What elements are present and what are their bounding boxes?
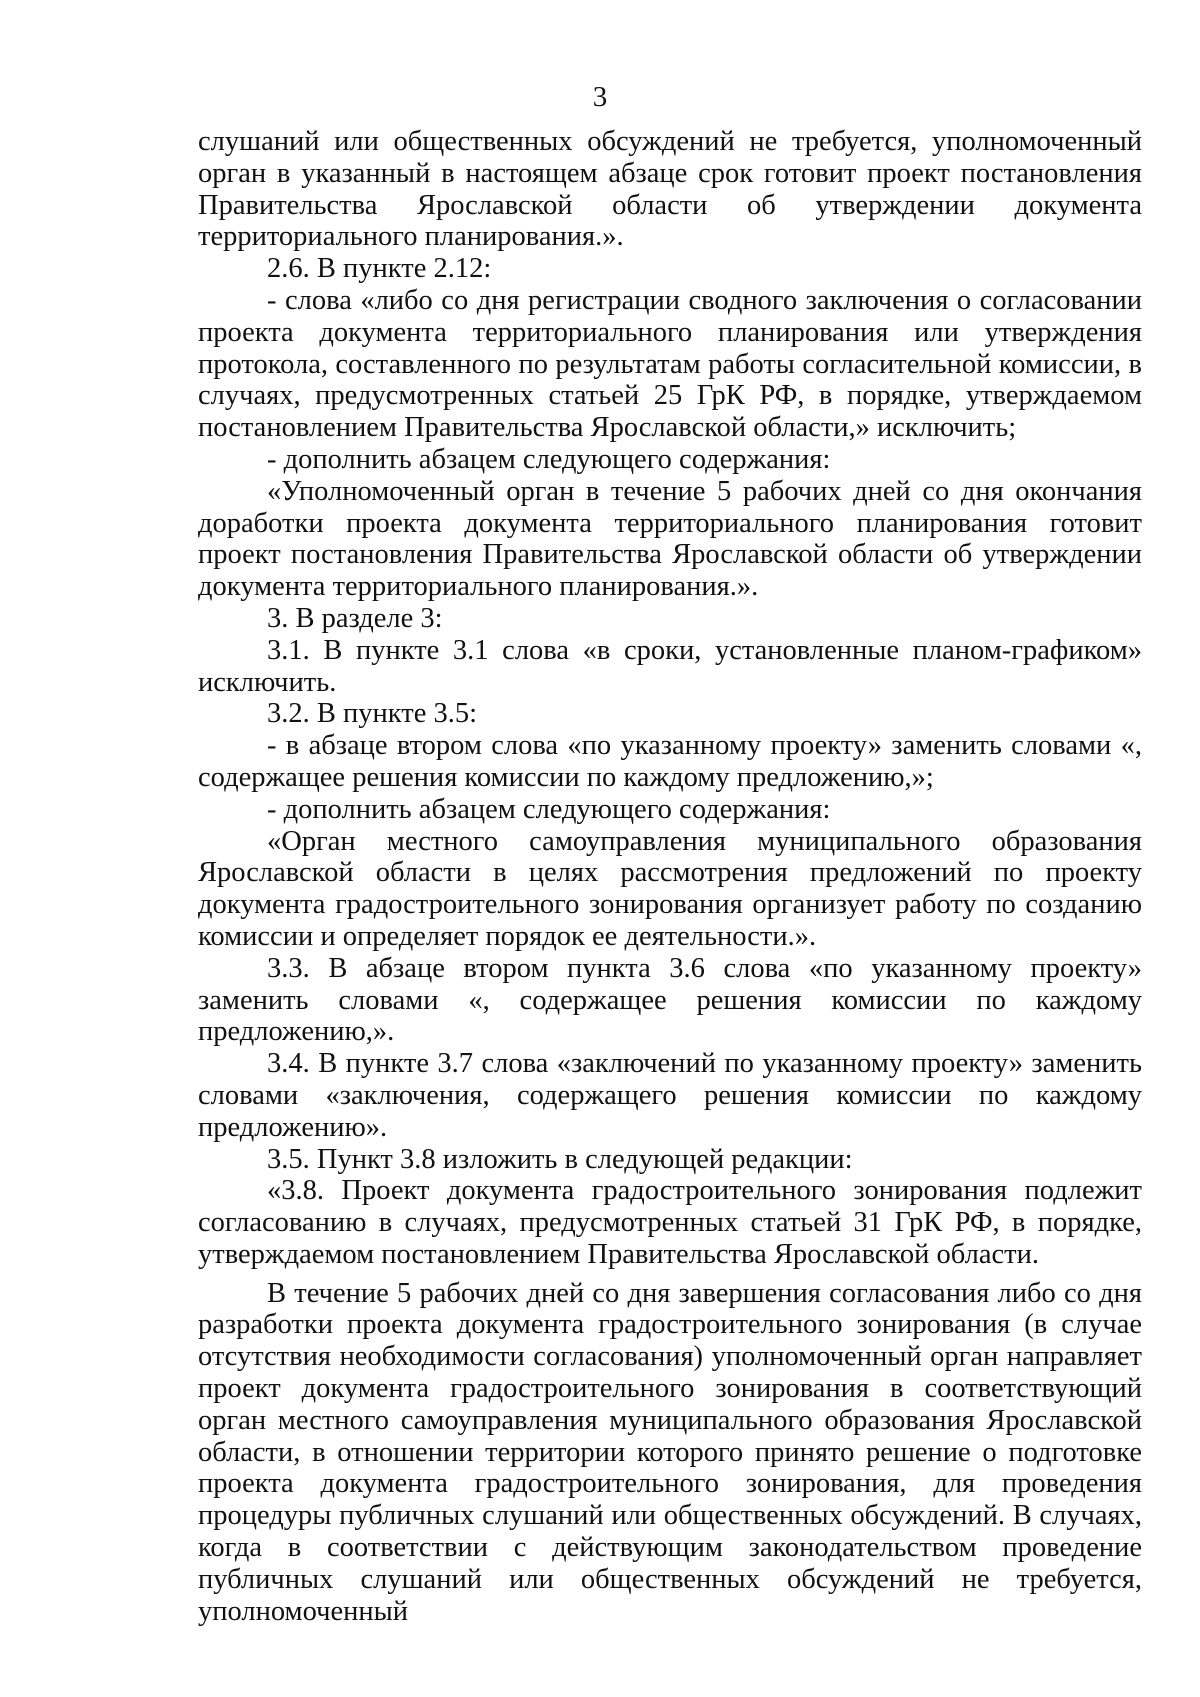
document-paragraph: В течение 5 рабочих дней со дня завершения согласования либо со дня разработки проекта документа градостроительного зонирования (в случае отсутствия необходимости согласования) уполномоченный орган направляет проект документа градостроительного зонирования в соответствующий орган местного самоуправления муниципального образования Ярославской области, в отношении территории которого принято решение о подготовке проекта документа градостроительного зонирования, для проведения процедуры публичных слушаний или общественных обсуждений. В случаях, когда в соответствии с действующим законодательством проведение публичных слушаний или общественных обсуждений не требуется, уполномоченный <box>198 1277 1142 1627</box>
document-paragraph: 2.6. В пункте 2.12: <box>267 253 492 285</box>
document-paragraph: - в абзаце втором слова «по указанному проекту» заменить словами «, содержащее решения комиссии по каждому предложению,»; <box>198 730 1142 793</box>
document-paragraph: «3.8. Проект документа градостроительного зонирования подлежит согласованию в случаях, предусмотренных статьей 31 ГрК РФ, в порядке, утверждаемом постановлением Правительства Ярославской области. <box>198 1175 1142 1270</box>
document-paragraph: 3. В разделе 3: <box>267 602 443 634</box>
document-paragraph: 3.1. В пункте 3.1 слова «в сроки, установленные планом-графиком» исключить. <box>198 634 1142 698</box>
document-paragraph: 3.3. В абзаце втором пункта 3.6 слова «по указанному проекту» заменить словами «, содержащее решения комиссии по каждому предложению,». <box>198 952 1142 1048</box>
document-paragraph: - дополнить абзацем следующего содержания: <box>267 443 831 475</box>
document-paragraph: 3.5. Пункт 3.8 изложить в следующей редакции: <box>267 1143 853 1175</box>
document-paragraph: слушаний или общественных обсуждений не требуется, уполномоченный орган в указанный в настоящем абзаце срок готовит проект постановления Правительства Ярославской области об утверждении документа территориального планирования.». <box>198 126 1142 253</box>
document-body <box>198 126 1142 1627</box>
document-paragraph: - дополнить абзацем следующего содержания: <box>267 793 831 825</box>
page-number: 3 <box>592 81 608 113</box>
document-paragraph: 3.4. В пункте 3.7 слова «заключений по указанному проекту» заменить словами «заключения, содержащего решения комиссии по каждому предложению». <box>198 1048 1142 1143</box>
document-paragraph: «Орган местного самоуправления муниципального образования Ярославской области в целях рассмотрения предложений по проекту документа градостроительного зонирования организует работу по созданию комиссии и определяет порядок ее деятельности.». <box>198 825 1142 952</box>
document-paragraph: «Уполномоченный орган в течение 5 рабочих дней со дня окончания доработки проекта документа территориального планирования готовит проект постановления Правительства Ярославской области об утверждении документа территориального планирования.». <box>198 475 1142 603</box>
document-paragraph: 3.2. В пункте 3.5: <box>267 698 478 730</box>
document-paragraph: - слова «либо со дня регистрации сводного заключения о согласовании проекта документа территориального планирования или утверждения протокола, составленного по результатам работы согласительной комиссии, в случаях, предусмотренных статьей 25 ГрК РФ, в порядке, утверждаемом постановлением Правительства Ярославской области,» исключить; <box>198 284 1142 444</box>
